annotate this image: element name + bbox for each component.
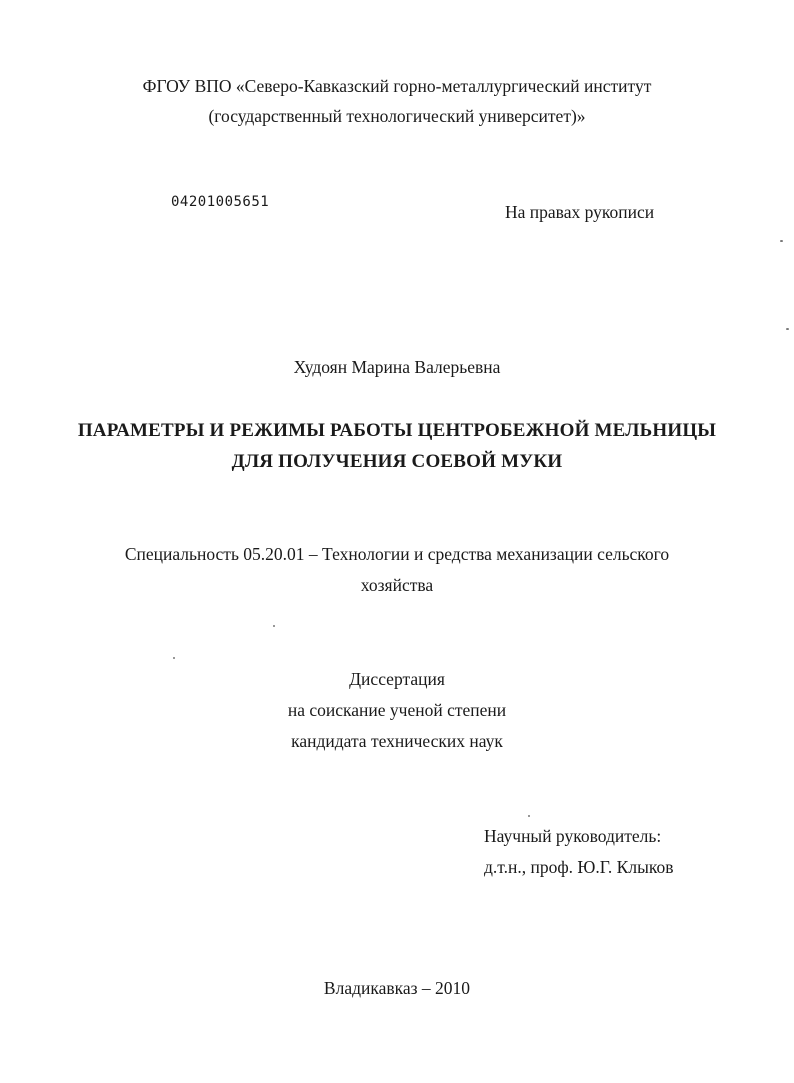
work-type-line-2: на соискание ученой степени bbox=[287, 700, 507, 720]
supervisor-name: д.т.н., проф. Ю.Г. Клыков bbox=[484, 857, 674, 877]
work-type-line-1: Диссертация bbox=[349, 669, 445, 689]
specialty-line-2: хозяйства bbox=[360, 575, 434, 595]
title-line-1: ПАРАМЕТРЫ И РЕЖИМЫ РАБОТЫ ЦЕНТРОБЕЖНОЙ МЕЛЬНИЦЫ bbox=[77, 420, 717, 441]
institution-line-1: ФГОУ ВПО «Северо-Кавказский горно-металлургический институт bbox=[142, 76, 652, 96]
catalog-number: 04201005651 bbox=[171, 194, 270, 210]
specialty-line-1: Специальность 05.20.01 – Технологии и средства механизации сельского bbox=[124, 544, 670, 564]
institution-line-2: (государственный технологический университет)» bbox=[208, 106, 586, 126]
scan-speck bbox=[786, 328, 789, 330]
scan-speck bbox=[273, 625, 275, 627]
title-line-2: ДЛЯ ПОЛУЧЕНИЯ СОЕВОЙ МУКИ bbox=[231, 451, 563, 472]
work-type-line-3: кандидата технических наук bbox=[291, 731, 503, 751]
rights-note: На правах рукописи bbox=[505, 202, 655, 222]
scan-speck bbox=[528, 815, 530, 817]
author-name: Худоян Марина Валерьевна bbox=[293, 357, 501, 377]
scan-speck bbox=[780, 240, 783, 242]
supervisor-label: Научный руководитель: bbox=[484, 826, 662, 846]
city-year-footer: Владикавказ – 2010 bbox=[323, 978, 471, 998]
scan-speck bbox=[173, 657, 175, 659]
